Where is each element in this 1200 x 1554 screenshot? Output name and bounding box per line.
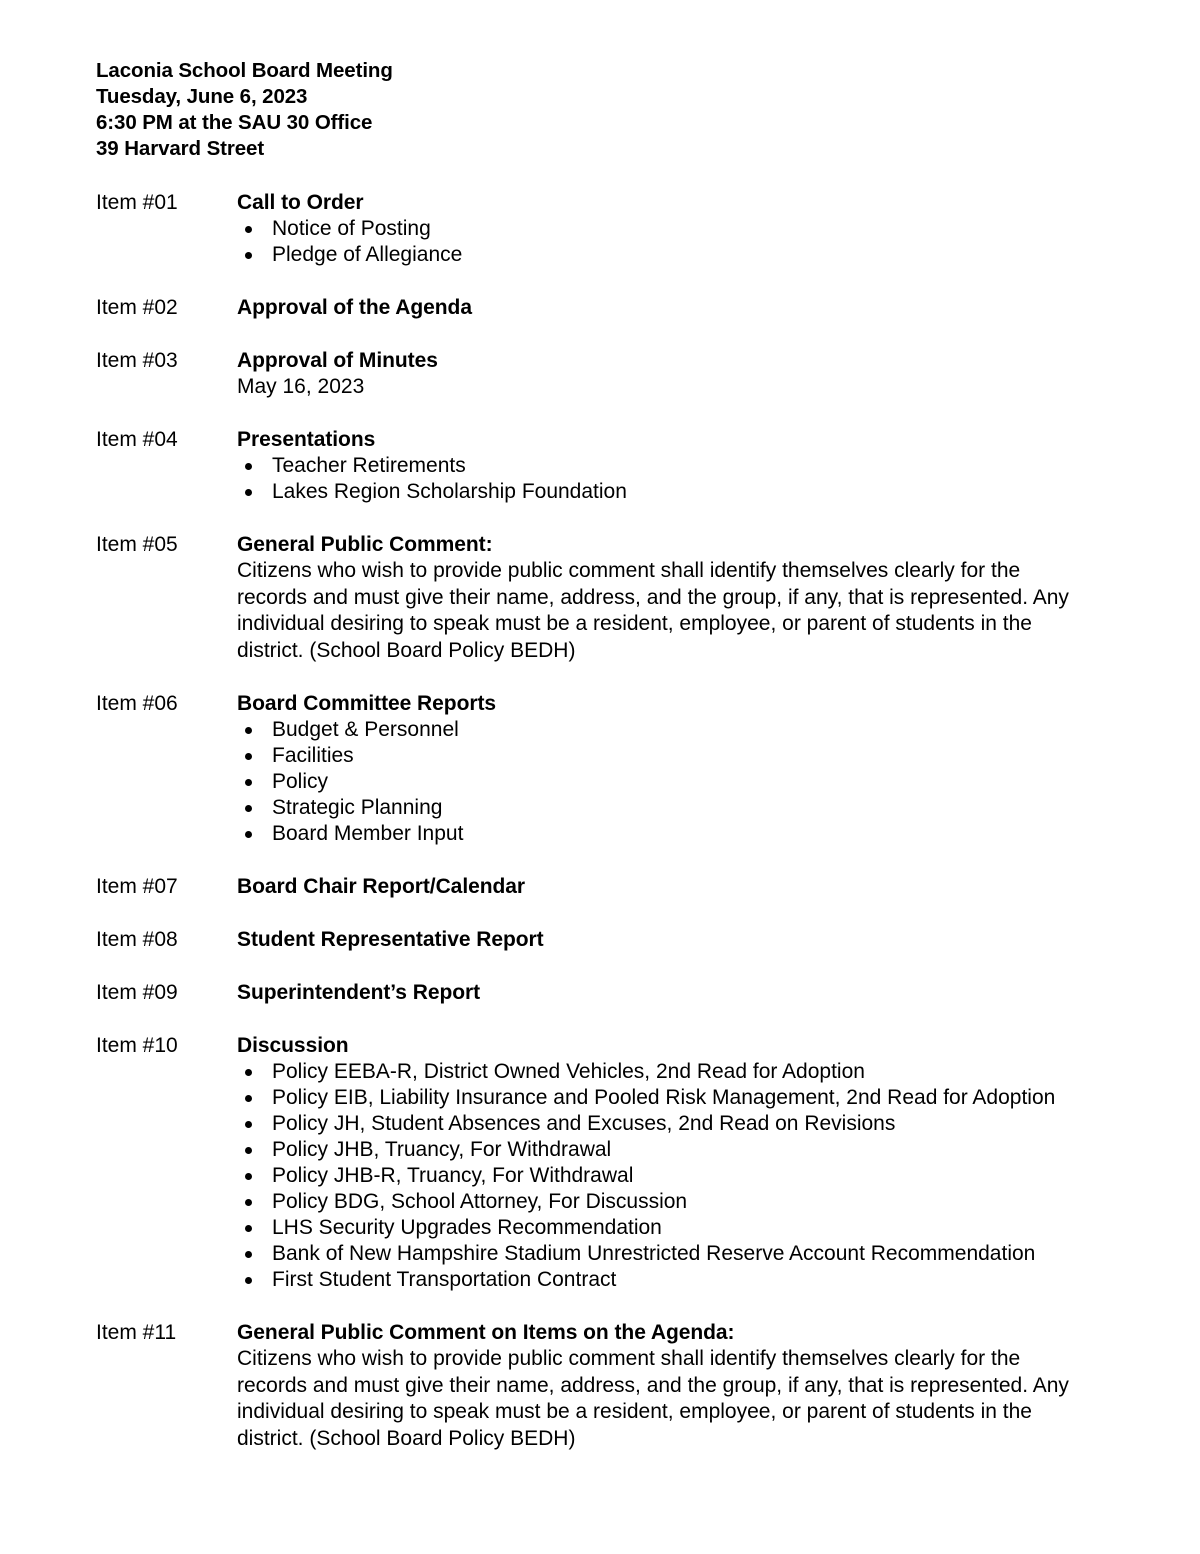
agenda-item-body [237,979,1080,1006]
agenda-item-body [237,189,1080,268]
agenda-item-number: Item #02 [96,296,178,319]
agenda-item-body [237,926,1080,953]
agenda-item [96,1319,1086,1452]
agenda-item-bullet: Policy EIB, Liability Insurance and Pooled Risk Management, 2nd Read for Adoption [237,1085,1080,1111]
agenda-item-body [237,426,1080,505]
agenda-item-title: Approval of the Agenda [237,296,472,319]
agenda-item-bullet-list [237,453,1080,505]
agenda-item [96,690,1086,847]
agenda-item-bullet: Policy EEBA-R, District Owned Vehicles, 2nd Read for Adoption [237,1059,1080,1085]
agenda-item-title: General Public Comment: [237,533,493,556]
agenda-item [96,347,1086,400]
agenda-item-number: Item #01 [96,191,178,214]
agenda-item-bullet: Teacher Retirements [237,453,1080,479]
agenda-item-number: Item #11 [96,1321,177,1344]
agenda-item-bullet: Policy JHB-R, Truancy, For Withdrawal [237,1163,1080,1189]
agenda-item-paragraph: Citizens who wish to provide public comment shall identify themselves clearly for the records and must give their name, address, and the group, if any, that is represented. Any individual desiring to speak must be a resident, employee, or parent of students in the district. (School Board Policy BEDH) [237,559,1069,662]
agenda-item-bullet: Policy [237,769,1080,795]
agenda-item [96,294,1086,321]
document-sheet [96,58,1086,1452]
agenda-item-bullet: Facilities [237,743,1080,769]
agenda-item-bullet: Policy JH, Student Absences and Excuses, 2nd Read on Revisions [237,1111,1080,1137]
agenda-item-body [237,347,1080,400]
agenda-item [96,1032,1086,1293]
agenda-item-bullet-list [237,216,1080,268]
agenda-item-title: Approval of Minutes [237,349,438,372]
agenda-item-list [96,189,1086,1452]
agenda-item-title: General Public Comment on Items on the Agenda: [237,1321,735,1344]
header-line-date: Tuesday, June 6, 2023 [96,85,308,108]
agenda-item-bullet: Notice of Posting [237,216,1080,242]
agenda-item-title: Presentations [237,428,376,451]
agenda-item-bullet: Bank of New Hampshire Stadium Unrestricted Reserve Account Recommendation [237,1241,1080,1267]
agenda-item-body [237,294,1080,321]
agenda-item-number: Item #08 [96,928,178,951]
agenda-item-title: Superintendent’s Report [237,981,481,1004]
agenda-item-number: Item #06 [96,692,178,715]
agenda-item-number: Item #10 [96,1034,178,1057]
agenda-item-body [237,690,1080,847]
agenda-item-number: Item #09 [96,981,178,1004]
agenda-item-body [237,531,1080,664]
agenda-item-bullet: LHS Security Upgrades Recommendation [237,1215,1080,1241]
agenda-item-title: Board Committee Reports [237,692,497,715]
agenda-item-number: Item #04 [96,428,178,451]
agenda-item-bullet-list [237,1059,1080,1293]
agenda-item-bullet: Policy JHB, Truancy, For Withdrawal [237,1137,1080,1163]
agenda-item-number: Item #07 [96,875,178,898]
agenda-item-bullet: Strategic Planning [237,795,1080,821]
agenda-item-number: Item #05 [96,533,178,556]
agenda-item [96,873,1086,900]
agenda-item-bullet: Lakes Region Scholarship Foundation [237,479,1080,505]
agenda-item-paragraph: Citizens who wish to provide public comment shall identify themselves clearly for the records and must give their name, address, and the group, if any, that is represented. Any individual desiring to speak must be a resident, employee, or parent of students in the district. (School Board Policy BEDH) [237,1347,1069,1450]
agenda-item-body [237,1032,1080,1293]
agenda-item-body [237,873,1080,900]
agenda-item-title: Board Chair Report/Calendar [237,875,526,898]
agenda-item [96,926,1086,953]
agenda-item-number: Item #03 [96,349,178,372]
agenda-item-bullet: Pledge of Allegiance [237,242,1080,268]
document-header [96,58,1086,162]
agenda-item-title: Student Representative Report [237,928,544,951]
agenda-item [96,426,1086,505]
agenda-item-bullet: Budget & Personnel [237,717,1080,743]
agenda-item-title: Discussion [237,1034,349,1057]
agenda-item [96,979,1086,1006]
header-line-meeting-name: Laconia School Board Meeting [96,59,393,82]
agenda-item-bullet: Board Member Input [237,821,1080,847]
header-line-time-location: 6:30 PM at the SAU 30 Office [96,111,373,134]
agenda-item [96,531,1086,664]
agenda-item [96,189,1086,268]
agenda-item-bullet: Policy BDG, School Attorney, For Discussion [237,1189,1080,1215]
header-line-address: 39 Harvard Street [96,137,265,160]
agenda-item-bullet: First Student Transportation Contract [237,1267,1080,1293]
agenda-item-subtitle: May 16, 2023 [237,375,365,398]
agenda-item-title: Call to Order [237,191,364,214]
agenda-item-bullet-list [237,717,1080,847]
agenda-item-body [237,1319,1080,1452]
